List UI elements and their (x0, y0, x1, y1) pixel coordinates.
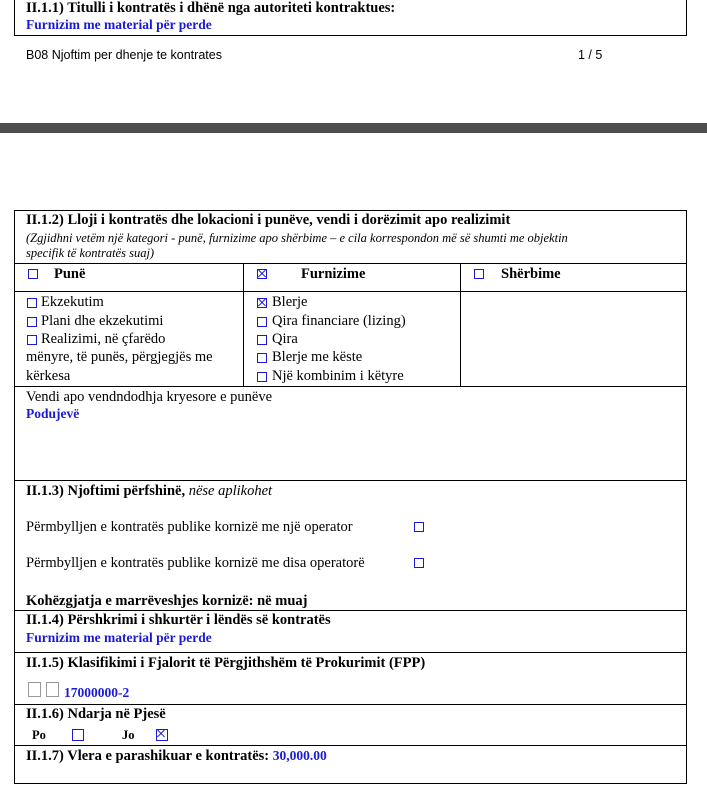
divider (14, 480, 687, 481)
section-113-heading (26, 483, 272, 500)
furnizime-item-blerje: Blerje (272, 294, 308, 310)
section-112-note-1: (Zgjidhni vetëm një kategori - punë, furnizime apo shërbime – e cila korrespondon më së shumti me objektin (26, 231, 568, 245)
furnizime-item-blerje-me-keste: Blerje me këste (272, 349, 363, 365)
divider (14, 291, 687, 292)
col-furnizime-label: Furnizime (301, 266, 366, 282)
section-113-heading-bold: II.1.3) Njoftimi përfshinë, (26, 483, 186, 499)
qira-financiare-checkbox[interactable] (257, 317, 267, 327)
location-label: Vendi apo vendndodhja kryesore e punëve (26, 389, 273, 405)
contract-title-value: Furnizim me material për perde (26, 17, 212, 32)
single-operator-checkbox[interactable] (414, 522, 424, 532)
jo-checkbox[interactable] (156, 729, 168, 741)
po-label: Po (32, 728, 46, 742)
divider (14, 704, 687, 705)
section-114-heading: II.1.4) Përshkrimi i shkurtër i lëndës së kontratës (26, 612, 331, 628)
plani-checkbox[interactable] (27, 317, 37, 327)
framework-multi-operator: Përmbylljen e kontratës publike kornizë me disa operatorë (26, 555, 365, 571)
divider (14, 610, 687, 611)
col-pune-label: Punë (54, 266, 86, 282)
section-116-heading: II.1.6) Ndarja në Pjesë (26, 706, 166, 722)
jo-label: Jo (122, 728, 135, 742)
footer-page-number: 1 / 5 (578, 48, 603, 62)
pune-checkbox[interactable] (28, 269, 38, 279)
furnizime-checkbox[interactable] (257, 269, 267, 279)
divider (14, 263, 687, 264)
pune-item-realizimi-cont2: kërkesa (26, 368, 71, 384)
kombinim-checkbox[interactable] (257, 372, 267, 382)
section-117-value: 30,000.00 (272, 748, 327, 763)
fpp-code: 17000000-2 (64, 685, 130, 700)
footer-doc-name: B08 Njoftim per dhenje te kontrates (26, 48, 222, 62)
qira-checkbox[interactable] (257, 335, 267, 345)
framework-duration: Kohëzgjatja e marrëveshjes kornizë: në muaj (26, 593, 308, 609)
section-113-heading-italic: nëse aplikohet (185, 483, 273, 499)
section-117-heading: II.1.7) Vlera e parashikuar e kontratës: (26, 748, 270, 764)
divider (14, 386, 687, 387)
divider (14, 652, 687, 653)
section-117 (26, 748, 327, 765)
fpp-box-2 (46, 682, 59, 697)
furnizime-item-kombinim: Një kombinim i këtyre (272, 368, 404, 384)
section-112-note-2: specifik të kontratës suaj) (26, 246, 155, 260)
pune-item-ekzekutim: Ekzekutim (41, 294, 104, 310)
fpp-box-1 (28, 682, 41, 697)
section-112-heading: II.1.2) Lloji i kontratës dhe lokacioni i punëve, vendi i dorëzimit apo realizimit (26, 212, 511, 228)
ekzekutim-checkbox[interactable] (27, 298, 37, 308)
multi-operator-checkbox[interactable] (414, 558, 424, 568)
section-115-heading: II.1.5) Klasifikimi i Fjalorit të Përgjithshëm të Prokurimit (FPP) (26, 655, 426, 671)
po-checkbox[interactable] (72, 729, 84, 741)
page-separator (0, 123, 707, 133)
section-114-value: Furnizim me material për perde (26, 630, 212, 645)
column-divider (460, 263, 461, 386)
contract-title-heading: II.1.1) Titulli i kontratës i dhënë nga autoriteti kontraktues: (26, 0, 396, 16)
col-sherbime-label: Shërbime (501, 266, 561, 282)
framework-single-operator: Përmbylljen e kontratës publike kornizë me një operator (26, 519, 353, 535)
column-divider (243, 263, 244, 386)
realizimi-checkbox[interactable] (27, 335, 37, 345)
sherbime-checkbox[interactable] (474, 269, 484, 279)
divider (14, 745, 687, 746)
blerje-me-keste-checkbox[interactable] (257, 353, 267, 363)
pune-item-plani: Plani dhe ekzekutimi (41, 313, 164, 329)
location-value: Podujevë (26, 406, 80, 421)
furnizime-item-qira-financiare: Qira financiare (lizing) (272, 313, 406, 329)
pune-item-realizimi: Realizimi, në çfarëdo (41, 331, 166, 347)
pune-item-realizimi-cont: mënyre, të punës, përgjegjës me (26, 349, 213, 365)
furnizime-item-qira: Qira (272, 331, 298, 347)
blerje-checkbox[interactable] (257, 298, 267, 308)
